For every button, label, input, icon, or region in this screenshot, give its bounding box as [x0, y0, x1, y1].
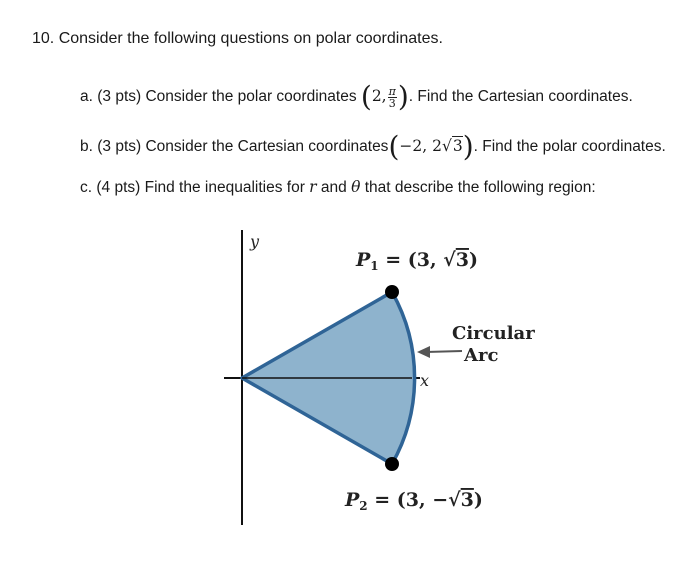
part-c-mid: and — [316, 179, 352, 196]
question-part-b: b. (3 pts) Consider the Cartesian coordinates(−2, 2√3). Find the polar coordinates. — [80, 130, 666, 163]
y-axis-label: y — [250, 232, 260, 251]
p2-label — [344, 489, 483, 513]
x-axis-label: x — [420, 371, 430, 390]
close-paren: ) — [462, 130, 474, 163]
question-title: 10. Consider the following questions on polar coordinates. — [32, 30, 443, 47]
p2-value: = (3, −√ — [367, 489, 461, 511]
part-a-coord-r: 2, — [371, 87, 387, 105]
fraction-numerator: π — [388, 84, 396, 98]
part-b-suffix: . Find the polar coordinates. — [473, 138, 666, 155]
open-paren: ( — [388, 130, 400, 163]
fraction-denominator: 3 — [388, 96, 396, 110]
part-b-prefix: b. (3 pts) Consider the Cartesian coordinates — [80, 138, 389, 155]
p2-close: ) — [473, 489, 483, 511]
p1-subscript: 1 — [370, 259, 379, 273]
var-theta: θ — [351, 178, 361, 196]
part-c-suffix: that describe the following region: — [360, 179, 596, 196]
close-paren: ) — [397, 80, 409, 113]
p2-name: P — [345, 489, 360, 511]
arrow-icon — [417, 346, 430, 358]
p1-value: = (3, √ — [378, 249, 456, 271]
point-p1 — [385, 285, 399, 299]
part-a-suffix: . Find the Cartesian coordinates. — [408, 88, 633, 105]
point-p2 — [385, 457, 399, 471]
arc-label-line2: Arc — [464, 345, 499, 366]
arc-label-line1: Circular — [452, 323, 535, 344]
part-c-prefix: c. (4 pts) Find the inequalities for — [80, 179, 310, 196]
p2-subscript: 2 — [359, 499, 368, 513]
var-r: r — [309, 178, 317, 196]
open-paren: ( — [360, 80, 372, 113]
p1-name: P — [356, 249, 371, 271]
p1-label — [355, 249, 478, 273]
part-b-sqrt-arg: 3 — [452, 137, 463, 155]
p2-sqrt-arg: 3 — [460, 489, 474, 511]
p1-close: ) — [468, 249, 478, 271]
part-a-prefix: a. (3 pts) Consider the polar coordinates — [80, 88, 361, 105]
part-b-coord: −2, 2 — [399, 137, 442, 155]
arc-pointer-line — [426, 351, 462, 352]
p1-sqrt-arg: 3 — [455, 249, 469, 271]
